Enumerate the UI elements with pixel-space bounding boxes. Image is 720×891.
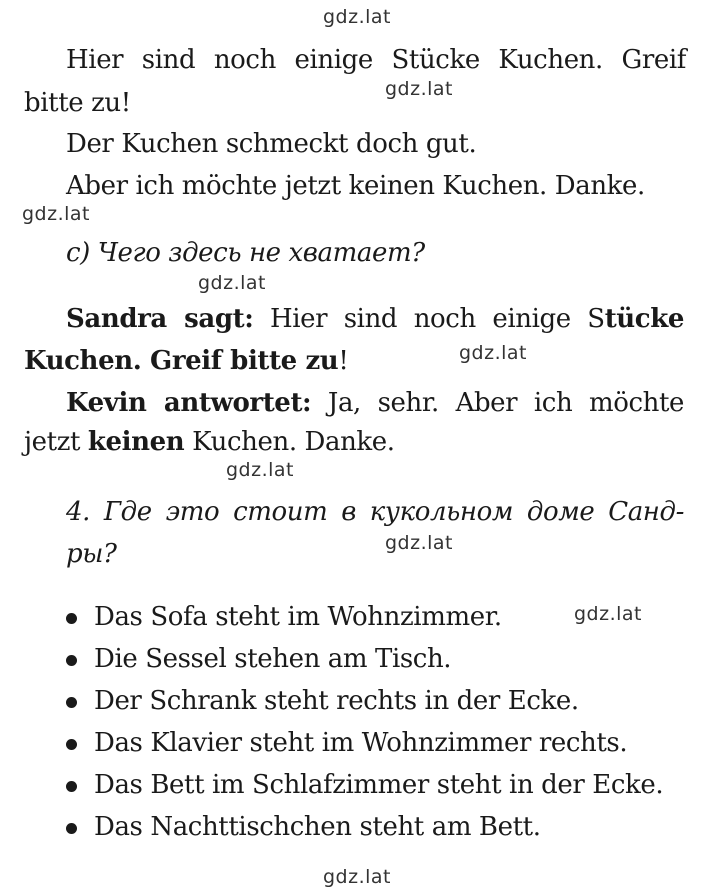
- list-item: Die Sessel stehen am Tisch.: [94, 644, 452, 674]
- bullet-icon: [66, 655, 77, 666]
- list-item: Der Schrank steht rechts in der Ecke.: [94, 686, 579, 716]
- dialogue-line: Der Kuchen schmeckt doch gut.: [66, 129, 477, 159]
- task-heading: 4. Где это стоит в кукольном доме Санд-: [66, 497, 684, 527]
- watermark: gdz.lat: [22, 203, 91, 225]
- speech-bold: keinen: [87, 427, 185, 457]
- dialogue-line: bitte zu!: [24, 88, 131, 118]
- speech-text: Ja, sehr. Aber ich möchte: [311, 388, 685, 418]
- list-item: Das Nachttischchen steht am Bett.: [94, 812, 541, 842]
- task-heading-cont: ры?: [66, 539, 117, 569]
- kevin-line: [66, 390, 684, 416]
- speech-text: Hier sind noch einige S: [253, 304, 605, 334]
- watermark: gdz.lat: [323, 6, 392, 28]
- sandra-line: [66, 306, 684, 332]
- kevin-line-2: [24, 429, 395, 455]
- bullet-icon: [66, 781, 77, 792]
- watermark: gdz.lat: [459, 342, 528, 364]
- watermark: gdz.lat: [198, 272, 267, 294]
- watermark: gdz.lat: [323, 866, 392, 888]
- bullet-icon: [66, 739, 77, 750]
- speech-text: jetzt: [24, 427, 88, 457]
- speaker-label: Kevin antwortet:: [66, 388, 312, 418]
- section-heading: c) Чего здесь не хватает?: [66, 238, 425, 268]
- list-item: Das Klavier steht im Wohnzimmer rechts.: [94, 728, 628, 758]
- sandra-line-2: [24, 348, 348, 374]
- watermark: gdz.lat: [385, 78, 454, 100]
- watermark: gdz.lat: [385, 532, 454, 554]
- speech-text: Kuchen. Danke.: [184, 427, 395, 457]
- dialogue-line: Hier sind noch einige Stücke Kuchen. Greif: [66, 45, 686, 75]
- speaker-label: Sandra sagt:: [66, 304, 254, 334]
- speech-text: !: [338, 346, 349, 376]
- bullet-icon: [66, 613, 77, 624]
- speech-bold: Kuchen. Greif bitte zu: [24, 346, 339, 376]
- list-item: Das Sofa steht im Wohnzimmer.: [94, 602, 502, 632]
- dialogue-line: Aber ich möchte jetzt keinen Kuchen. Danke.: [66, 171, 645, 201]
- list-item: Das Bett im Schlafzimmer steht in der Ecke.: [94, 770, 664, 800]
- watermark: gdz.lat: [226, 459, 295, 481]
- speech-bold: tücke: [604, 304, 684, 334]
- bullet-icon: [66, 823, 77, 834]
- watermark: gdz.lat: [574, 603, 643, 625]
- bullet-icon: [66, 697, 77, 708]
